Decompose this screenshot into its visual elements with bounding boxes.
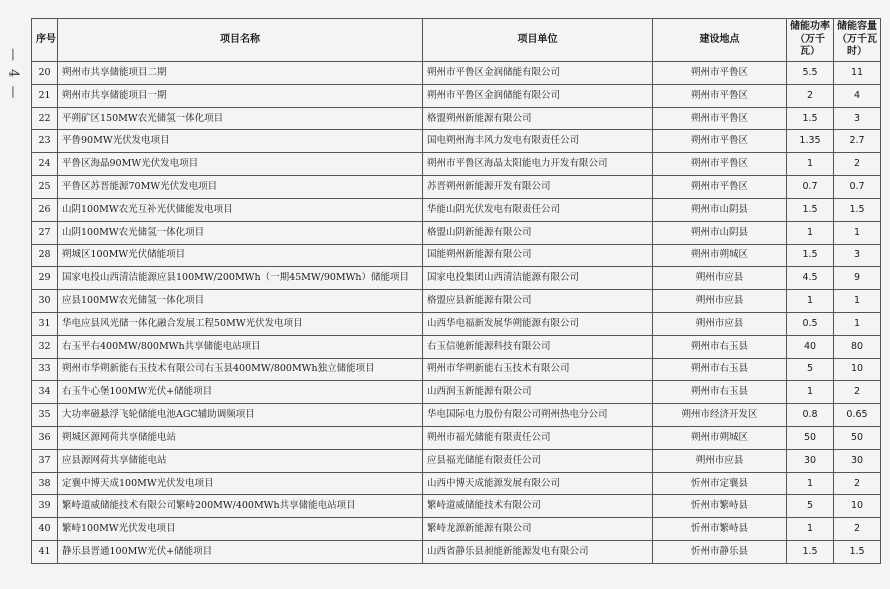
row-number-cell: 38	[32, 472, 58, 495]
row-number-cell: 20	[32, 62, 58, 85]
project-unit-cell: 山西润玉新能源有限公司	[423, 381, 653, 404]
location-cell: 朔州市应县	[653, 312, 787, 335]
location-cell: 忻州市繁峙县	[653, 495, 787, 518]
storage-capacity-cell: 9	[834, 267, 881, 290]
project-unit-cell: 华能山阴光伏发电有限责任公司	[423, 198, 653, 221]
project-unit-cell: 朔州市平鲁区金润储能有限公司	[423, 84, 653, 107]
storage-capacity-cell: 4	[834, 84, 881, 107]
storage-power-cell: 1	[787, 518, 834, 541]
location-cell: 朔州市平鲁区	[653, 107, 787, 130]
project-unit-cell: 山西省静乐县昶能新能源发电有限公司	[423, 541, 653, 564]
location-cell: 朔州市应县	[653, 290, 787, 313]
row-number-cell: 41	[32, 541, 58, 564]
storage-power-cell: 5	[787, 495, 834, 518]
location-cell: 朔州市平鲁区	[653, 176, 787, 199]
location-cell: 朔州市应县	[653, 267, 787, 290]
table-row	[32, 198, 881, 221]
row-number-cell: 32	[32, 335, 58, 358]
project-unit-cell: 华电国际电力股份有限公司朔州热电分公司	[423, 404, 653, 427]
table-row	[32, 107, 881, 130]
project-unit-cell: 山西华电福新发展华朔能源有限公司	[423, 312, 653, 335]
project-table	[31, 18, 881, 564]
location-cell: 朔州市经济开发区	[653, 404, 787, 427]
row-number-cell: 26	[32, 198, 58, 221]
project-unit-cell: 国能朔州新能源有限公司	[423, 244, 653, 267]
table-row	[32, 427, 881, 450]
table-row	[32, 84, 881, 107]
table-row	[32, 153, 881, 176]
project-unit-cell: 国家电投集团山西清洁能源有限公司	[423, 267, 653, 290]
table-row	[32, 221, 881, 244]
storage-capacity-cell: 2	[834, 472, 881, 495]
storage-power-cell: 1.5	[787, 107, 834, 130]
project-name-cell: 朔州市共享储能项目一期	[58, 84, 423, 107]
storage-power-cell: 50	[787, 427, 834, 450]
project-name-cell: 平鲁90MW光伏发电项目	[58, 130, 423, 153]
row-number-cell: 31	[32, 312, 58, 335]
row-number-cell: 24	[32, 153, 58, 176]
storage-capacity-cell: 1.5	[834, 541, 881, 564]
storage-power-cell: 1.5	[787, 541, 834, 564]
location-cell: 朔州市朔城区	[653, 244, 787, 267]
row-number-cell: 27	[32, 221, 58, 244]
project-name-cell: 繁峙道威储能技术有限公司繁峙200MW/400MWh共享储能电站项目	[58, 495, 423, 518]
storage-power-cell: 0.7	[787, 176, 834, 199]
storage-power-cell: 0.5	[787, 312, 834, 335]
storage-capacity-cell: 10	[834, 358, 881, 381]
location-cell: 朔州市应县	[653, 449, 787, 472]
project-name-cell: 繁峙100MW光伏发电项目	[58, 518, 423, 541]
project-unit-cell: 朔州市平鲁区金润储能有限公司	[423, 62, 653, 85]
project-unit-cell: 右玉信驰新能源科技有限公司	[423, 335, 653, 358]
header-capacity: 储能容量（万千瓦时）	[834, 19, 881, 62]
storage-capacity-cell: 3	[834, 244, 881, 267]
storage-capacity-cell: 1.5	[834, 198, 881, 221]
project-name-cell: 应县源网荷共享储能电站	[58, 449, 423, 472]
table-row	[32, 290, 881, 313]
storage-capacity-cell: 2	[834, 518, 881, 541]
project-name-cell: 山阴100MW农光互补光伏储能发电项目	[58, 198, 423, 221]
project-name-cell: 朔城区源网荷共享储能电站	[58, 427, 423, 450]
row-number-cell: 29	[32, 267, 58, 290]
location-cell: 朔州市右玉县	[653, 335, 787, 358]
row-number-cell: 21	[32, 84, 58, 107]
project-name-cell: 朔城区100MW光伏储能项目	[58, 244, 423, 267]
storage-capacity-cell: 0.65	[834, 404, 881, 427]
table-row	[32, 62, 881, 85]
storage-capacity-cell: 50	[834, 427, 881, 450]
table-row	[32, 358, 881, 381]
project-unit-cell: 朔州市福光储能有限责任公司	[423, 427, 653, 450]
project-name-cell: 朔州市共享储能项目二期	[58, 62, 423, 85]
table-row	[32, 267, 881, 290]
table-row	[32, 381, 881, 404]
location-cell: 朔州市平鲁区	[653, 84, 787, 107]
header-project-unit: 项目单位	[423, 19, 653, 62]
location-cell: 朔州市右玉县	[653, 381, 787, 404]
project-unit-cell: 苏晋朔州新能源开发有限公司	[423, 176, 653, 199]
location-cell: 忻州市繁峙县	[653, 518, 787, 541]
row-number-cell: 23	[32, 130, 58, 153]
project-unit-cell: 朔州市平鲁区海晶太阳能电力开发有限公司	[423, 153, 653, 176]
storage-capacity-cell: 2.7	[834, 130, 881, 153]
project-name-cell: 应县100MW农光储氢一体化项目	[58, 290, 423, 313]
project-unit-cell: 繁峙道威储能技术有限公司	[423, 495, 653, 518]
storage-capacity-cell: 11	[834, 62, 881, 85]
project-name-cell: 右玉牛心堡100MW光伏+储能项目	[58, 381, 423, 404]
table-header-row	[32, 19, 881, 62]
project-name-cell: 山阴100MW农光储氢一体化项目	[58, 221, 423, 244]
storage-power-cell: 1.5	[787, 244, 834, 267]
storage-capacity-cell: 2	[834, 153, 881, 176]
row-number-cell: 33	[32, 358, 58, 381]
project-name-cell: 平鲁区海晶90MW光伏发电项目	[58, 153, 423, 176]
project-name-cell: 静乐县晋通100MW光伏+储能项目	[58, 541, 423, 564]
page-number: — 4 —	[5, 47, 21, 101]
table-row	[32, 312, 881, 335]
location-cell: 朔州市平鲁区	[653, 130, 787, 153]
storage-capacity-cell: 0.7	[834, 176, 881, 199]
row-number-cell: 22	[32, 107, 58, 130]
header-power: 储能功率（万千瓦）	[787, 19, 834, 62]
storage-power-cell: 5	[787, 358, 834, 381]
location-cell: 朔州市朔城区	[653, 427, 787, 450]
project-unit-cell: 应县福光储能有限责任公司	[423, 449, 653, 472]
location-cell: 朔州市右玉县	[653, 358, 787, 381]
row-number-cell: 39	[32, 495, 58, 518]
storage-power-cell: 1	[787, 290, 834, 313]
storage-power-cell: 4.5	[787, 267, 834, 290]
storage-capacity-cell: 80	[834, 335, 881, 358]
storage-capacity-cell: 3	[834, 107, 881, 130]
project-unit-cell: 格盟应县新能源有限公司	[423, 290, 653, 313]
project-name-cell: 华电应县风光储一体化融合发展工程50MW光伏发电项目	[58, 312, 423, 335]
storage-capacity-cell: 30	[834, 449, 881, 472]
project-unit-cell: 国电朔州海丰风力发电有限责任公司	[423, 130, 653, 153]
header-project-name: 项目名称	[58, 19, 423, 62]
storage-capacity-cell: 1	[834, 221, 881, 244]
table-row	[32, 518, 881, 541]
location-cell: 朔州市山阴县	[653, 221, 787, 244]
table-row	[32, 472, 881, 495]
row-number-cell: 30	[32, 290, 58, 313]
storage-power-cell: 0.8	[787, 404, 834, 427]
storage-power-cell: 5.5	[787, 62, 834, 85]
table-row	[32, 404, 881, 427]
storage-capacity-cell: 1	[834, 290, 881, 313]
project-unit-cell: 繁峙龙源新能源有限公司	[423, 518, 653, 541]
header-no: 序号	[32, 19, 58, 62]
table-row	[32, 495, 881, 518]
storage-power-cell: 1.5	[787, 198, 834, 221]
storage-capacity-cell: 10	[834, 495, 881, 518]
table-row	[32, 449, 881, 472]
project-unit-cell: 格盟朔州新能源有限公司	[423, 107, 653, 130]
row-number-cell: 36	[32, 427, 58, 450]
storage-power-cell: 1	[787, 221, 834, 244]
project-unit-cell: 格盟山阴新能源有限公司	[423, 221, 653, 244]
storage-power-cell: 1.35	[787, 130, 834, 153]
row-number-cell: 34	[32, 381, 58, 404]
row-number-cell: 40	[32, 518, 58, 541]
location-cell: 朔州市平鲁区	[653, 153, 787, 176]
location-cell: 忻州市静乐县	[653, 541, 787, 564]
location-cell: 朔州市平鲁区	[653, 62, 787, 85]
project-name-cell: 定襄中博天成100MW光伏发电项目	[58, 472, 423, 495]
row-number-cell: 35	[32, 404, 58, 427]
project-unit-cell: 朔州市华朔新能右玉技术有限公司	[423, 358, 653, 381]
storage-power-cell: 1	[787, 153, 834, 176]
row-number-cell: 28	[32, 244, 58, 267]
project-name-cell: 朔州市华朔新能右玉技术有限公司右玉县400MW/800MWh独立储能项目	[58, 358, 423, 381]
storage-power-cell: 2	[787, 84, 834, 107]
project-name-cell: 国家电投山西清洁能源应县100MW/200MWh（一期45MW/90MWh）储能项目	[58, 267, 423, 290]
table-row	[32, 176, 881, 199]
table-row	[32, 244, 881, 267]
storage-capacity-cell: 1	[834, 312, 881, 335]
storage-power-cell: 1	[787, 472, 834, 495]
table-row	[32, 541, 881, 564]
project-unit-cell: 山西中博天成能源发展有限公司	[423, 472, 653, 495]
storage-power-cell: 40	[787, 335, 834, 358]
project-name-cell: 大功率磁悬浮飞轮储能电池AGC辅助调频项目	[58, 404, 423, 427]
location-cell: 朔州市山阴县	[653, 198, 787, 221]
storage-power-cell: 30	[787, 449, 834, 472]
storage-capacity-cell: 2	[834, 381, 881, 404]
location-cell: 忻州市定襄县	[653, 472, 787, 495]
header-location: 建设地点	[653, 19, 787, 62]
table-row	[32, 335, 881, 358]
project-name-cell: 平朔矿区150MW农光储氢一体化项目	[58, 107, 423, 130]
row-number-cell: 37	[32, 449, 58, 472]
project-name-cell: 平鲁区苏晋能源70MW光伏发电项目	[58, 176, 423, 199]
row-number-cell: 25	[32, 176, 58, 199]
storage-power-cell: 1	[787, 381, 834, 404]
project-name-cell: 右玉平右400MW/800MWh共享储能电站项目	[58, 335, 423, 358]
table-row	[32, 130, 881, 153]
